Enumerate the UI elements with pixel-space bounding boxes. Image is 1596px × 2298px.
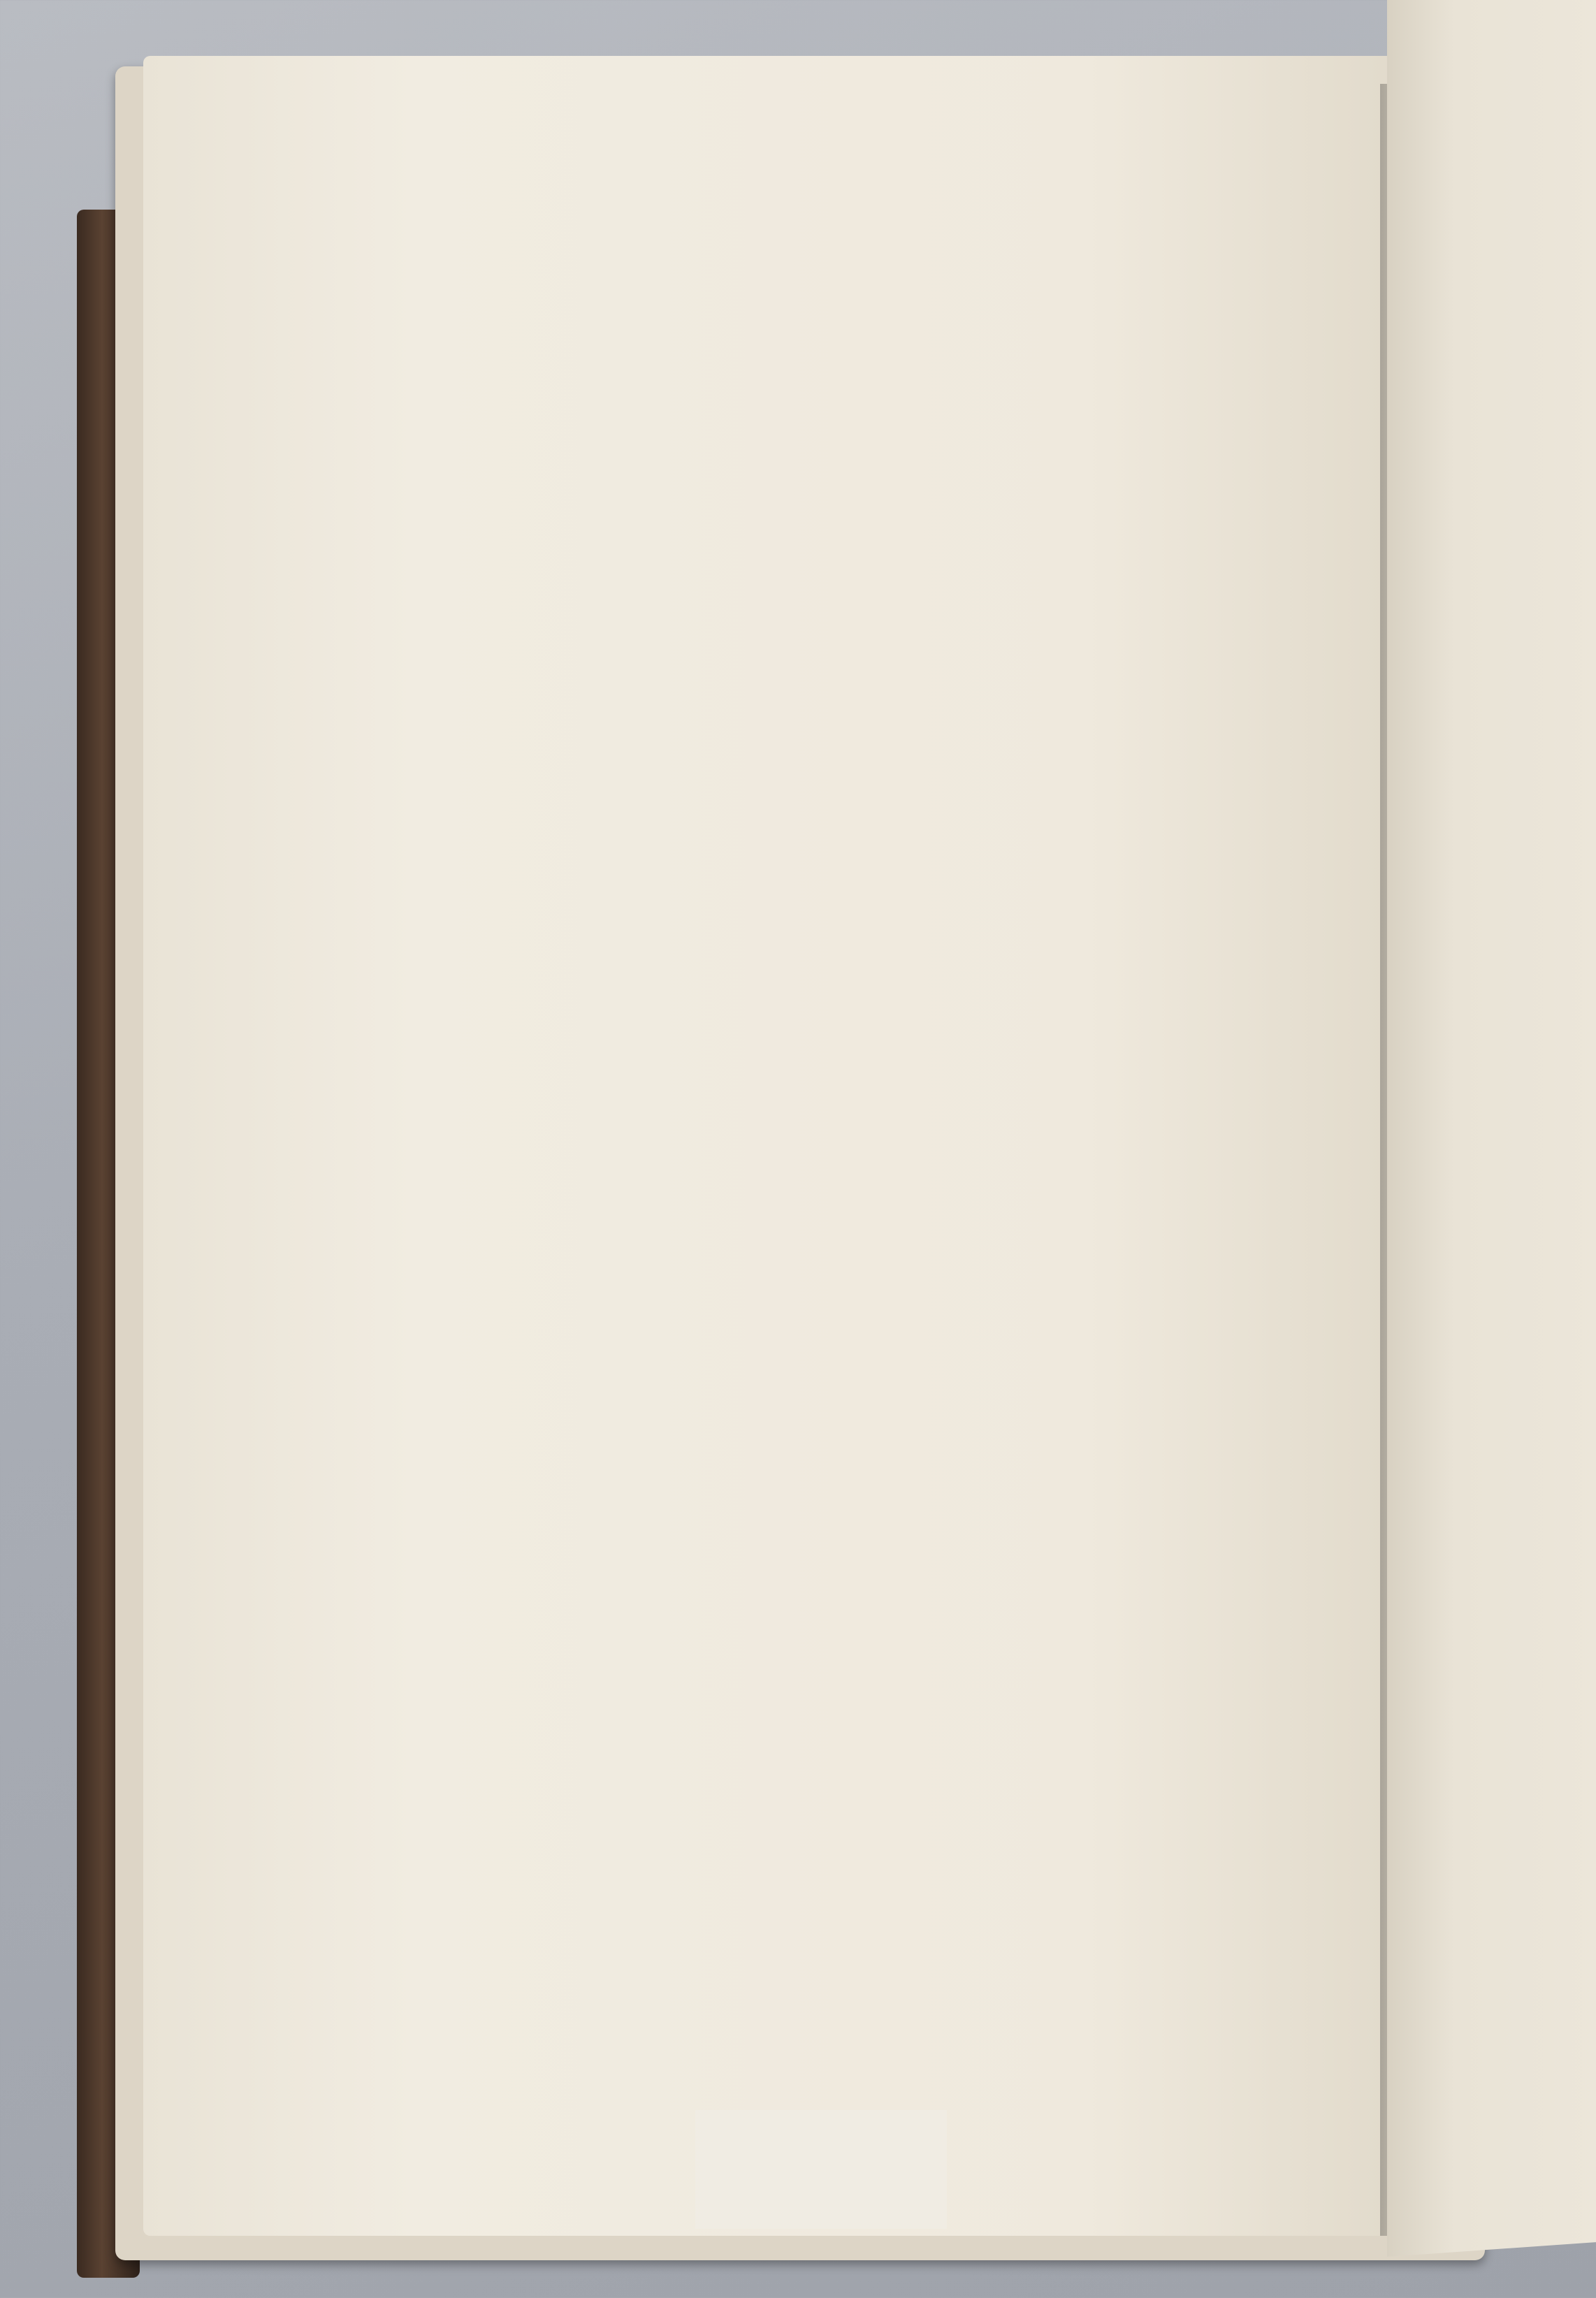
paper-patch xyxy=(695,2110,947,2229)
facing-page xyxy=(1387,0,1596,2257)
page-header xyxy=(391,199,419,254)
left-page xyxy=(143,56,1492,2236)
